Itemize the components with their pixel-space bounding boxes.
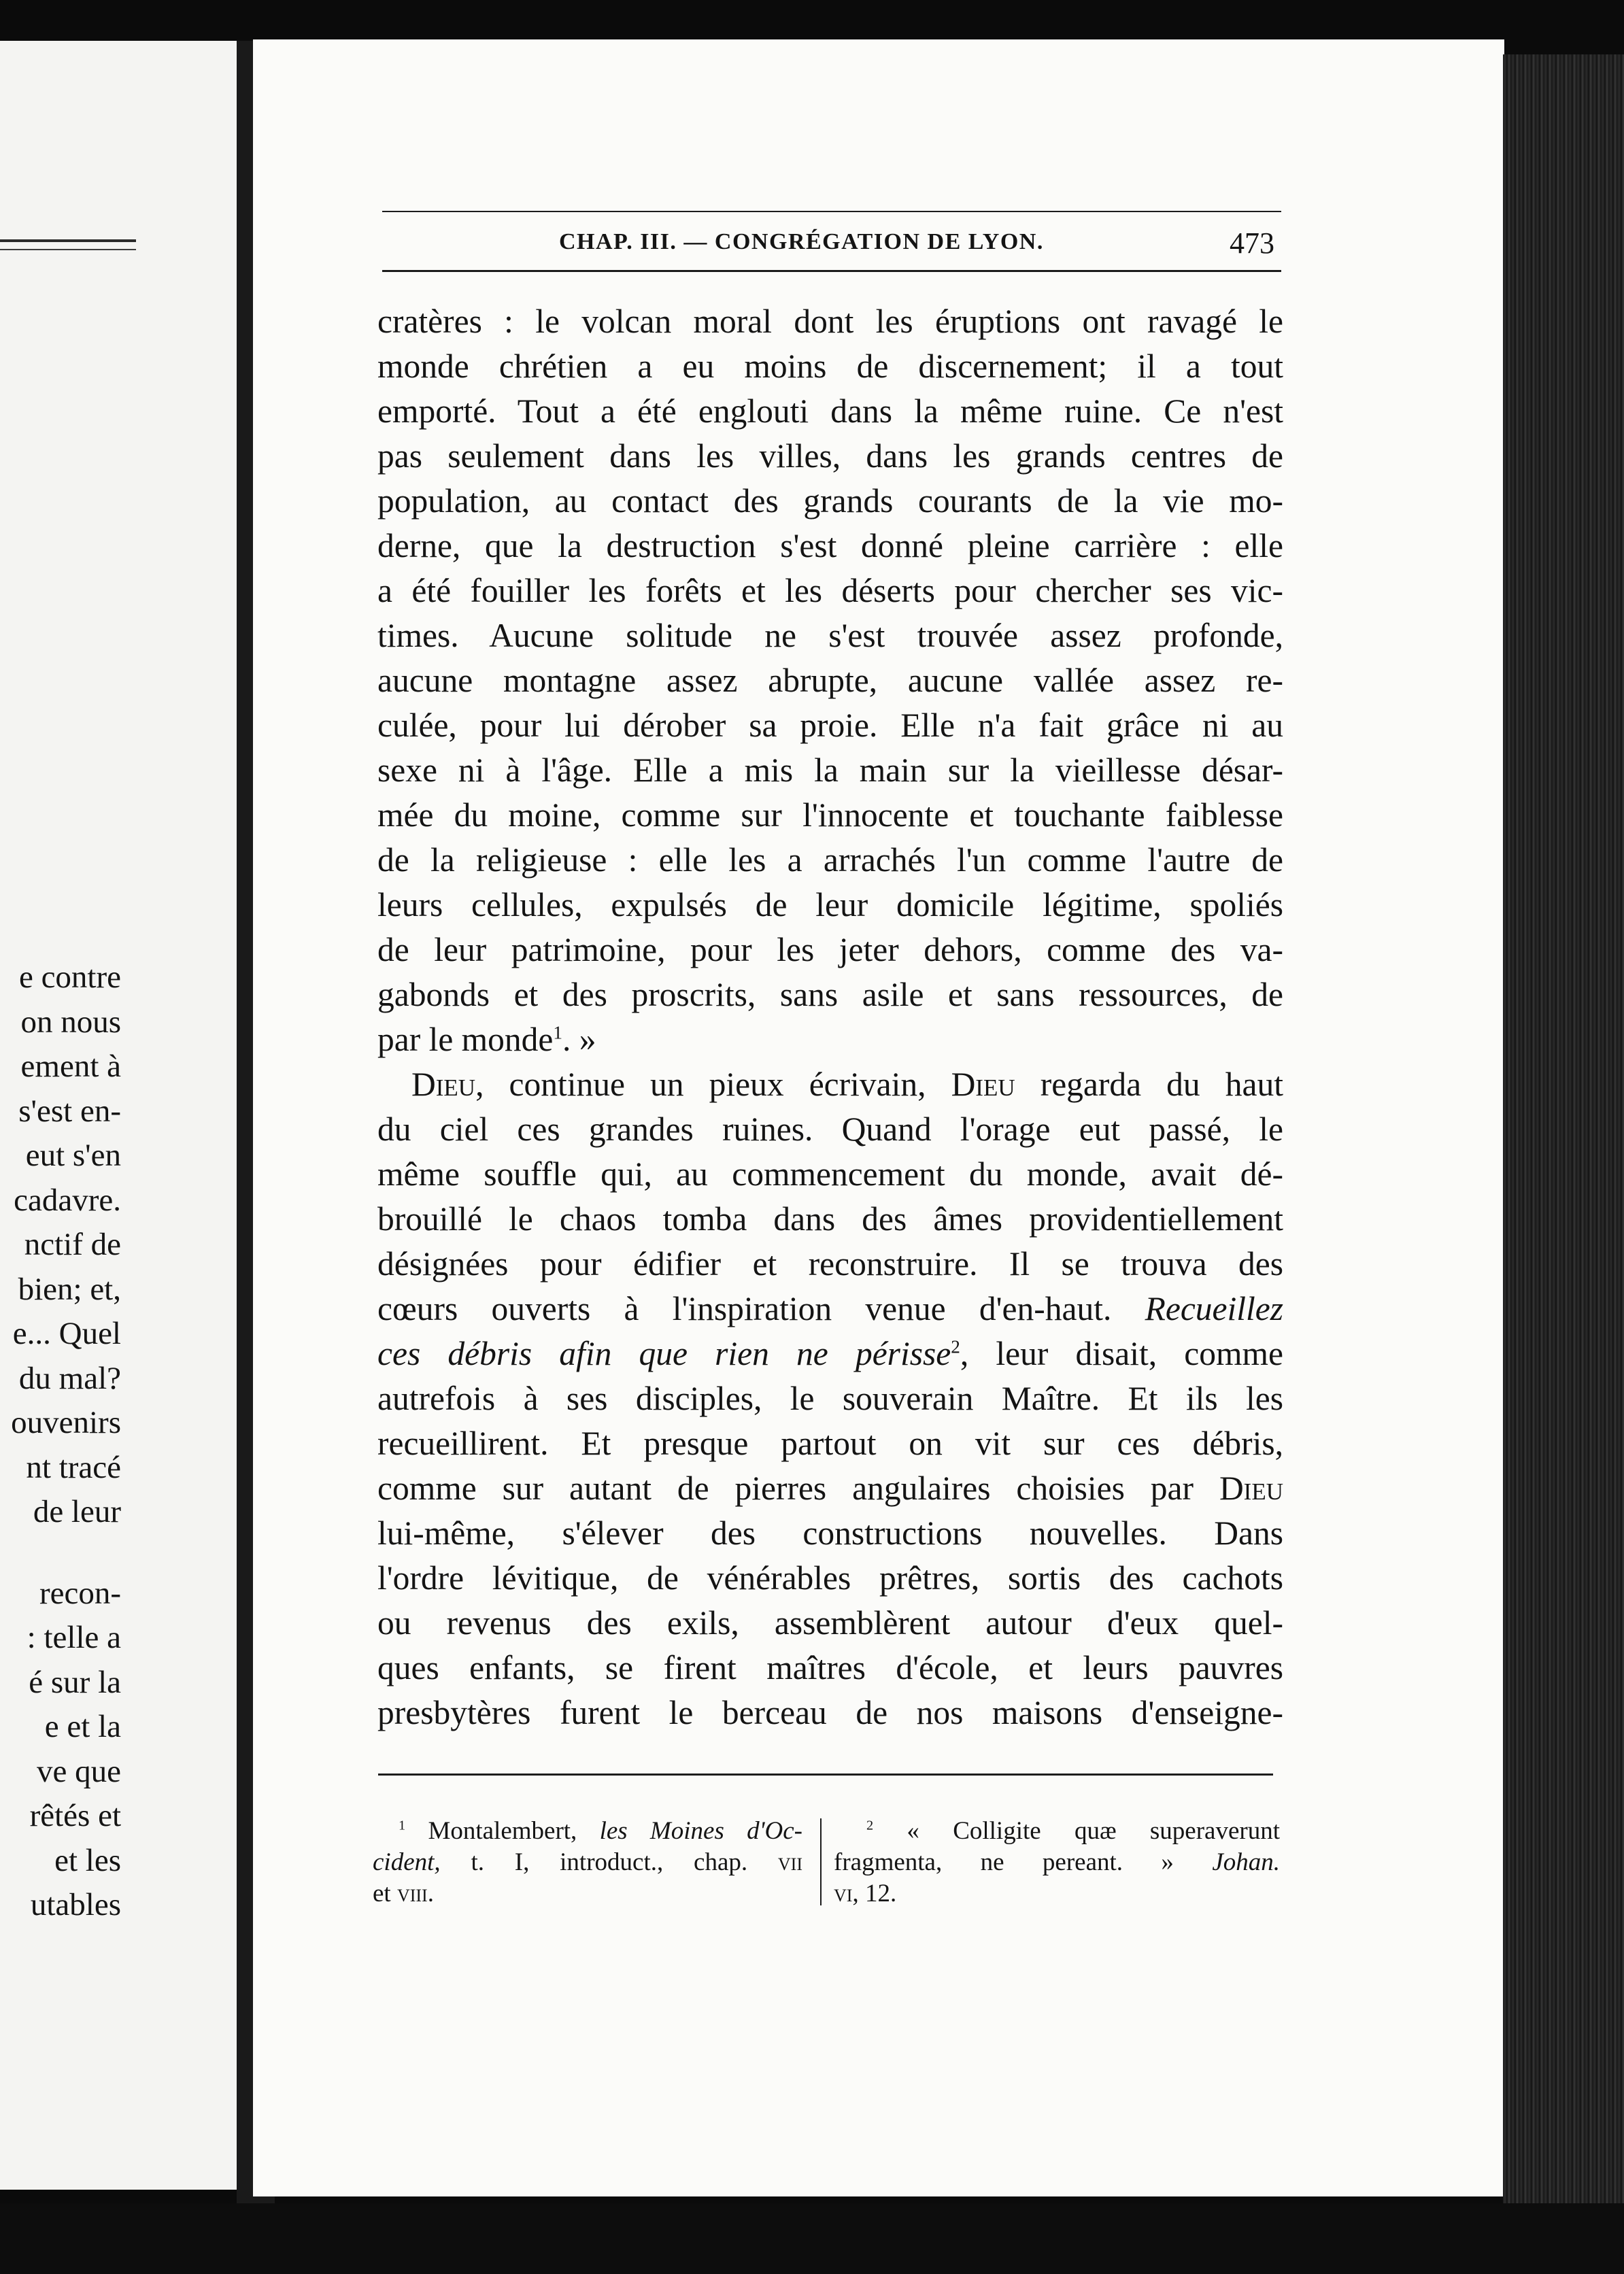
footnote-line (373, 1847, 802, 1878)
previous-page-line: e contre (18, 960, 121, 995)
footnote-line (834, 1847, 1280, 1878)
text-line: lui-même, s'élever des constructions nouvelles. Dans (377, 1514, 1283, 1552)
text-line: cratères : le volcan moral dont les éruptions ont ravagé le (377, 303, 1283, 340)
previous-page-rule (0, 239, 136, 242)
text-run: par le monde (377, 1021, 554, 1058)
footnote-ref-2: 2 (951, 1336, 960, 1357)
text-line: même souffle qui, au commencement du monde, avait dé- (377, 1155, 1283, 1193)
text-run: , leur disait, comme (960, 1335, 1283, 1372)
footnote-text: fragmenta, ne pereant. » (834, 1848, 1213, 1876)
previous-page-line: s'est en- (18, 1093, 121, 1129)
text-line: population, au contact des grands courants de la vie mo- (377, 482, 1283, 520)
text-line (377, 1331, 1283, 1376)
header-rule-bottom (382, 270, 1281, 272)
footnote-text: . (427, 1880, 434, 1907)
previous-page-line: de leur (33, 1494, 121, 1529)
text-run: . » (562, 1021, 596, 1058)
previous-page-text (11, 955, 121, 1928)
previous-page-line: nctif de (24, 1227, 121, 1262)
text-line: leurs cellules, expulsés de leur domicile légitime, spoliés (377, 886, 1283, 923)
text-run: cœurs ouverts à l'inspiration venue d'en-haut. (377, 1290, 1145, 1327)
text-line: derne, que la destruction s'est donné pleine carrière : elle (377, 527, 1283, 564)
footnote-line (834, 1878, 1280, 1910)
previous-page-line: e... Quel (12, 1316, 121, 1351)
header-rule-top (382, 211, 1281, 212)
previous-page-line: ouvenirs (11, 1405, 121, 1440)
footnote-ref-1: 1 (553, 1022, 563, 1043)
previous-page-line: cadavre. (14, 1182, 121, 1218)
italic-quote: ces débris afin que rien ne périsse (377, 1335, 951, 1372)
previous-page-line: e et la (44, 1709, 121, 1744)
previous-page-line: é sur la (29, 1664, 121, 1700)
previous-page-line: recon- (39, 1575, 121, 1611)
footnote-divider (820, 1818, 822, 1905)
text-line: désignées pour édifier et reconstruire. Il se trouva des (377, 1245, 1283, 1283)
text-line: times. Aucune solitude ne s'est trouvée assez profonde, (377, 617, 1283, 654)
text-run: , continue un pieux écrivain, (475, 1066, 951, 1103)
text-line: brouillé le chaos tomba dans des âmes providentiellement (377, 1200, 1283, 1238)
footnote-line (373, 1816, 802, 1847)
text-run: regarda du haut (1015, 1066, 1283, 1103)
text-line: mée du moine, comme sur l'innocente et touchante faiblesse (377, 796, 1283, 834)
text-line: a été fouiller les forêts et les déserts pour chercher ses vic- (377, 572, 1283, 609)
previous-page-line: et les (54, 1842, 121, 1878)
text-line: emporté. Tout a été englouti dans la même ruine. Ce n'est (377, 392, 1283, 430)
previous-page-line: nt tracé (26, 1449, 121, 1485)
previous-page-line: : telle a (27, 1620, 121, 1655)
text-line: du ciel ces grandes ruines. Quand l'orage eut passé, le (377, 1110, 1283, 1148)
text-line: recueillirent. Et presque partout on vit sur ces débris, (377, 1425, 1283, 1462)
text-line: culée, pour lui dérober sa proie. Elle n'a fait grâce ni au (377, 707, 1283, 744)
footnote-line (373, 1878, 802, 1910)
footnote-italic: cident, (373, 1848, 441, 1876)
footnote-marker: 2 (866, 1818, 874, 1833)
previous-page-line: rêtés et (29, 1798, 121, 1833)
text-line (377, 1062, 1283, 1107)
previous-page-line: bien; et, (18, 1271, 121, 1307)
text-line: sexe ni à l'âge. Elle a mis la main sur la vieillesse désar- (377, 751, 1283, 789)
text-line: l'ordre lévitique, de vénérables prêtres, sortis des cachots (377, 1559, 1283, 1597)
footnote-text: Montalembert, (405, 1817, 600, 1845)
text-line (377, 1466, 1283, 1511)
text-run: comme sur autant de pierres angulaires choisies par (377, 1470, 1219, 1507)
text-line: de leur patrimoine, pour les jeter dehors, comme des va- (377, 931, 1283, 968)
footnote-2 (834, 1816, 1280, 1910)
previous-page-line: du mal? (18, 1360, 121, 1396)
previous-page-line: eut s'en (25, 1138, 121, 1173)
previous-page-rule (0, 249, 136, 250)
text-line: de la religieuse : elle les a arrachés l'un comme l'autre de (377, 841, 1283, 879)
previous-page-line: on nous (20, 1004, 121, 1040)
text-line: ou revenus des exils, assemblèrent autour d'eux quel- (377, 1604, 1283, 1642)
running-title: CHAP. III. — CONGRÉGATION DE LYON. (559, 229, 1044, 254)
text-line: monde chrétien a eu moins de discernement; il a tout (377, 347, 1283, 385)
footnote-marker: 1 (399, 1818, 406, 1833)
text-line (377, 1287, 1283, 1331)
small-caps-dieu: Dieu (951, 1066, 1015, 1103)
text-line: pas seulement dans les villes, dans les grands centres de (377, 437, 1283, 475)
footnote-1 (373, 1816, 802, 1910)
page-edges (1503, 54, 1624, 2217)
text-line: ques enfants, se firent maîtres d'école, et leurs pauvres (377, 1649, 1283, 1686)
main-text (377, 299, 1283, 1735)
page-number: 473 (1230, 226, 1274, 260)
previous-page-line: ve que (37, 1753, 121, 1789)
text-line: presbytères furent le berceau de nos maisons d'enseigne- (377, 1694, 1283, 1731)
footnote-italic: les Moines d'Oc- (599, 1817, 802, 1845)
roman-numeral: vi (834, 1880, 853, 1907)
roman-numeral: viii (396, 1880, 428, 1907)
footnote-italic: Johan. (1212, 1848, 1280, 1876)
text-line: autrefois à ses disciples, le souverain Maître. Et ils les (377, 1380, 1283, 1417)
scan-border (0, 2203, 1624, 2274)
text-line: aucune montagne assez abrupte, aucune vallée assez re- (377, 662, 1283, 699)
previous-page (0, 41, 237, 2190)
paragraph-gap (11, 1535, 121, 1572)
footnote-rule (378, 1774, 1273, 1776)
previous-page-line: ement à (20, 1049, 121, 1084)
footnote-text: et (373, 1880, 397, 1907)
footnote-text: « Colligite quæ superaverunt (873, 1817, 1280, 1845)
roman-numeral: vii (777, 1848, 802, 1876)
footnote-line (834, 1816, 1280, 1847)
previous-page-line: utables (30, 1887, 121, 1922)
small-caps-dieu: Dieu (1219, 1470, 1283, 1507)
text-line (377, 1017, 1283, 1062)
footnote-text: , 12. (852, 1880, 897, 1907)
italic-quote: Recueillez (1145, 1290, 1283, 1327)
footnote-text: t. I, introduct., chap. (440, 1848, 778, 1876)
small-caps-dieu: Dieu (411, 1066, 476, 1103)
text-line: gabonds et des proscrits, sans asile et sans ressources, de (377, 976, 1283, 1013)
